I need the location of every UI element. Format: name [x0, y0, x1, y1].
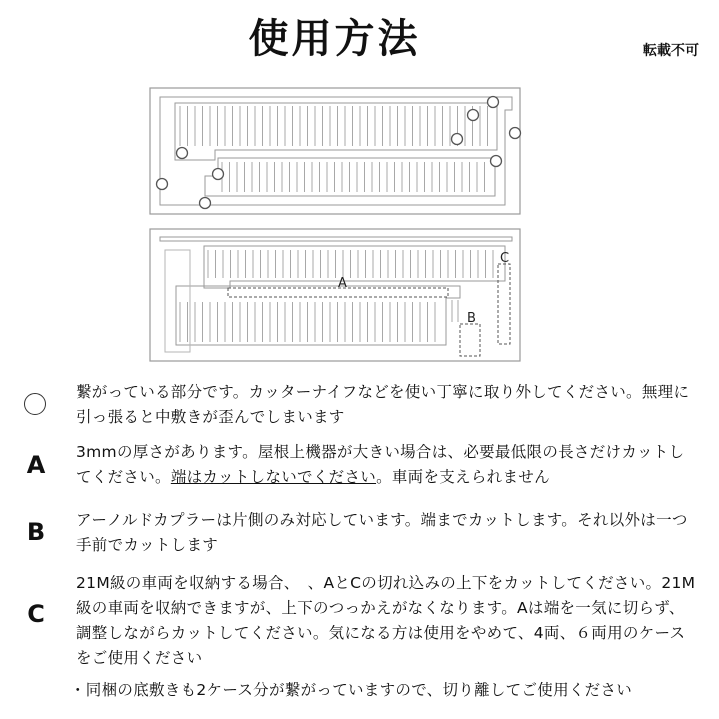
circle-marker-icon: [24, 393, 46, 415]
instruction-c-marker: C: [27, 600, 45, 628]
instruction-a-text-1: 3mmの厚さがあります。屋根上機器が大きい場合は、必要最低限の長さだけカットしてください。: [76, 443, 685, 486]
connection-point: [177, 148, 188, 159]
cut-guide-b: [460, 324, 480, 356]
page-title: 使用方法: [248, 16, 421, 62]
diagram-label-b: B: [467, 311, 476, 326]
instruction-circle-text: 繋がっている部分です。カッターナイフなどを使い丁寧に取り外してください。無理に引っ張ると中敷きが歪んでしまいます: [76, 383, 690, 426]
diagram-root: [150, 88, 521, 361]
connection-point: [452, 134, 463, 145]
diagram-label-c: C: [500, 251, 510, 266]
connection-point: [510, 128, 521, 139]
footer-note: ・同梱の底敷きも2ケース分が繋がっていますので、切り離してご使用ください: [70, 681, 633, 699]
no-reprint-label: 転載不可: [643, 43, 699, 59]
bottom-tray-board: [150, 229, 520, 361]
connection-point: [213, 169, 224, 180]
bottom-tray-upper-lane: [204, 246, 505, 288]
instruction-a-text: [76, 440, 696, 490]
connection-point: [157, 179, 168, 190]
connection-point: [491, 156, 502, 167]
instruction-a-underlined: 端はカットしないでください: [170, 468, 377, 486]
bottom-tray-inner: [160, 237, 512, 241]
bottom-tray-side-block: [165, 250, 190, 352]
instruction-c-text: 21M級の車両を収納する場合、 、AとCの切れ込みの上下をカットしてください。21M級の車両を収納できますが、上下のつっかえがなくなります。Aは端を一気に切らず、調整しながらカットしてください。気になる方は使用をやめて、4両、６両用のケースをご使用ください: [76, 574, 696, 667]
top-tray-upper-lane: [175, 103, 497, 160]
top-tray-outline: [160, 97, 512, 205]
instruction-b-marker: B: [26, 518, 46, 546]
connection-point: [200, 198, 211, 209]
instruction-a-text-3: 。車両を支えられません: [376, 468, 550, 486]
connection-point: [488, 97, 499, 108]
instruction-a-marker: A: [26, 451, 46, 479]
connection-point: [468, 110, 479, 121]
instruction-b-text: アーノルドカプラーは片側のみ対応しています。端までカットします。それ以外は一つ手前でカットします: [76, 511, 688, 554]
connection-points: [157, 97, 521, 209]
bottom-tray-lower-lane: [176, 286, 460, 345]
diagram-label-a: A: [338, 276, 347, 291]
cut-guide-c: [498, 264, 510, 344]
